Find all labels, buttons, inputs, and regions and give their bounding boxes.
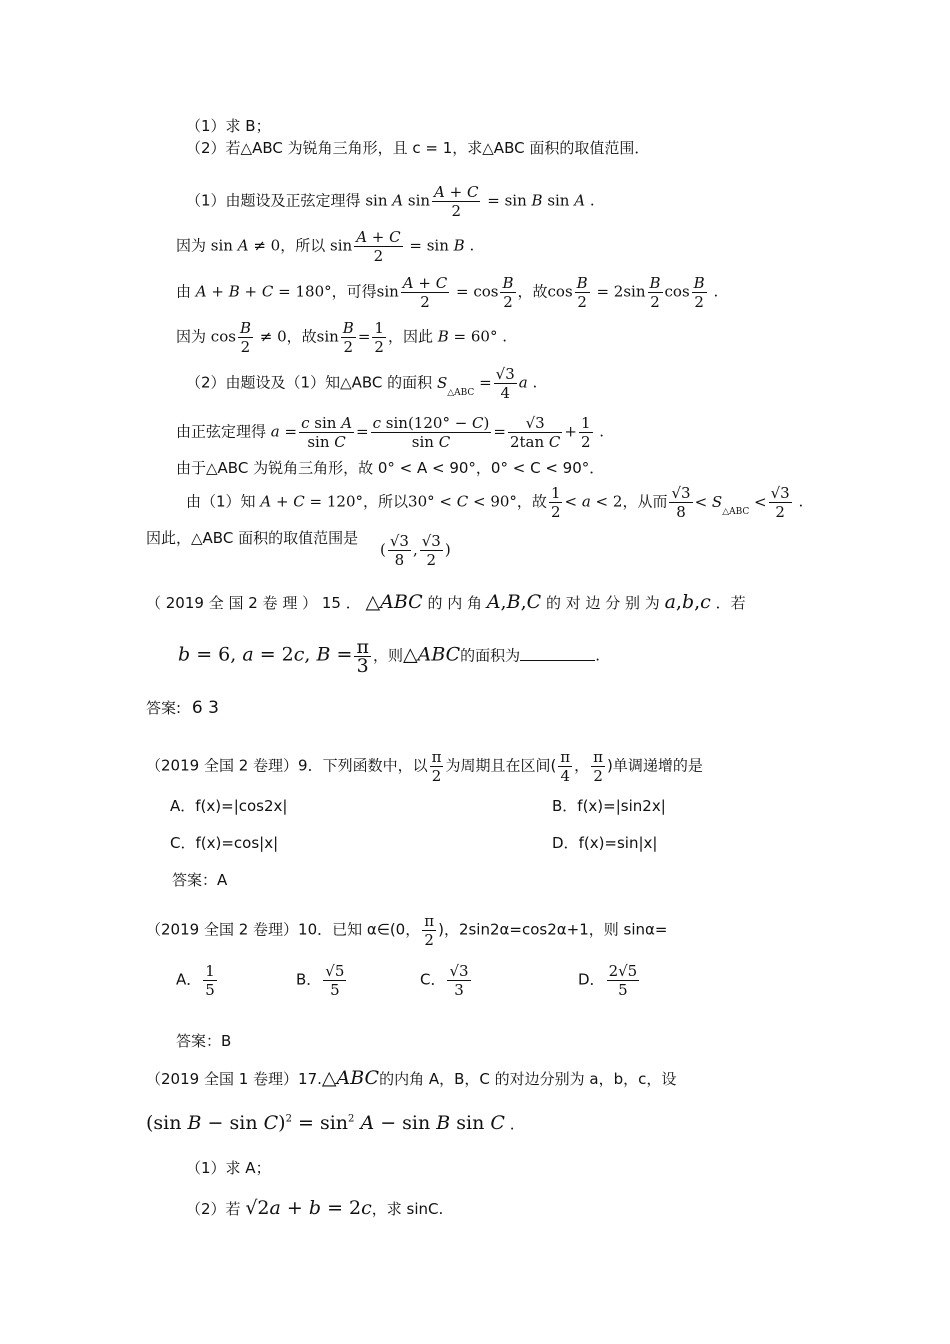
math-expr: △ABC — [365, 591, 423, 613]
q15-line-1 — [146, 592, 746, 613]
math-expr: sin — [376, 282, 399, 301]
math-expr: a,b,c — [664, 591, 711, 613]
fraction: $\frac{1}{2}$ — [374, 319, 384, 356]
question-text: 的内角 A，B，C 的对边分别为 a，b，c，设 — [379, 1070, 677, 1088]
option-label: C． — [420, 970, 446, 989]
q9-option-c — [170, 832, 278, 853]
solution-text: 由（1）知 — [186, 492, 256, 511]
fraction: $\frac{A + C}{2}$ — [402, 274, 448, 311]
fraction: $\frac{√3}{3}$ — [449, 962, 469, 999]
math-expr: sin — [330, 236, 353, 255]
solution-text: 因为 — [176, 327, 207, 346]
solution-line-2 — [176, 228, 474, 265]
fraction: $\frac{B}{2}$ — [342, 319, 354, 356]
math-expr: = sin B . — [404, 236, 475, 255]
q17-part-2 — [186, 1198, 443, 1219]
solution-text: ，故 — [517, 282, 548, 301]
fraction: $\frac{\text{c sin(120° − C)}}{\text{sin C}}$ — [372, 414, 490, 451]
option-label: A． — [176, 970, 202, 989]
solution-line-3: 由 A + B + C = 180°，可得sin $\frac{A + C}{2}$ = cos $\frac{B}{2}$ ，故cos $\frac{B}{2}$ = 2sin $\frac{B}{2}$ cos $\frac{B}{2}$ . — [176, 274, 719, 311]
range-result: ( $\frac{√3}{8}$ , $\frac{√3}{2}$ ) — [380, 532, 451, 569]
math-expr: sin A sin — [365, 191, 431, 210]
q9-answer: 答案：A — [172, 871, 228, 889]
q17-line-2: (sin $B - \sin C)^2 = \sin^2 A - \sin B$ sin C . — [146, 1112, 515, 1135]
fraction: $\frac{1}{2}$ — [550, 484, 561, 521]
solution-line-1 — [186, 183, 595, 220]
q10-option-c — [420, 962, 473, 999]
question-header: （ 2019 全 国 2 卷 理 ） 15 ． — [146, 594, 361, 612]
option-label: B． — [296, 970, 322, 989]
q10-option-a — [176, 962, 219, 999]
option-text: f(x)=|sin2x| — [577, 797, 666, 815]
fraction: $\frac{√3}{\text{2tan C}}$ — [509, 414, 561, 451]
solution-text: （1）由题设及正弦定理得 — [186, 191, 361, 210]
math-expr: (sin $B - \sin C)^2 = \sin^2 A - \sin B$ sin C — [146, 1112, 505, 1135]
math-expr: sin — [316, 327, 339, 346]
fraction: $\frac{B}{2}$ — [693, 274, 705, 311]
fraction: $\frac{√5}{5}$ — [325, 962, 345, 999]
solution-line-9: 因此，△ABC 面积的取值范围是 — [146, 529, 359, 547]
question-text: 的 对 边 分 别 为 — [545, 594, 660, 612]
question-header: （2019 全国 1 卷理）17. — [146, 1070, 322, 1088]
fraction: $\frac{\pi}{2}$ — [593, 748, 604, 785]
solution-line-7: 由于△ABC 为锐角三角形，故 0° < A < 90°，0° < C < 90°． — [176, 459, 605, 477]
q9-line — [146, 748, 703, 785]
q10-option-d — [578, 962, 641, 999]
math-expr: = cos — [451, 282, 499, 301]
fraction: $\frac{\pi}{2}$ — [424, 912, 435, 949]
math-expr: < $S_{\triangle ABC}$ < — [694, 492, 767, 517]
fraction: $\frac{\text{c sin A}}{\text{sin C}}$ — [301, 414, 353, 451]
question-text: 的 内 角 — [427, 594, 483, 612]
math-expr: B = 60° . — [437, 327, 508, 346]
fraction: $\frac{\pi}{4}$ — [560, 748, 571, 785]
solution-text: ，因此 — [387, 327, 433, 346]
q15-answer — [146, 698, 219, 718]
fraction: $\frac{√3}{8}$ — [389, 532, 409, 569]
fraction: $\frac{B}{2}$ — [649, 274, 661, 311]
question-text: )，2sin2α=cos2α+1，则 sinα= — [438, 920, 668, 939]
q17-part-1: （1）求 A； — [186, 1159, 271, 1177]
question-text: ．若 — [715, 594, 746, 612]
option-label: C． — [170, 834, 196, 852]
fraction: $\frac{1}{2}$ — [580, 414, 591, 451]
q10-line — [146, 912, 667, 949]
q15-line-2: b = 6, a = 2c, B = $\frac{\pi}{3}$ ，则△ABC的面积为 . — [178, 636, 600, 677]
question-text: )单调递增的是 — [607, 756, 703, 775]
answer-value: 6 3 — [191, 698, 219, 718]
solution-text: ，可得 — [331, 282, 377, 301]
math-expr: A,B,C — [486, 591, 542, 613]
question-text: 的面积为 — [460, 646, 521, 665]
fraction: $\frac{1}{5}$ — [205, 962, 215, 999]
solution-text: ，故 — [286, 327, 317, 346]
option-text: f(x)=|cos2x| — [195, 797, 288, 815]
question-header: （2019 全国 2 卷理）10．已知 α∈(0， — [146, 920, 421, 939]
option-label: A． — [170, 797, 196, 815]
fraction: $\frac{A + C}{2}$ — [356, 228, 401, 265]
solution-text: ，所以 — [363, 492, 409, 511]
math-expr: A + C = 120° — [260, 492, 364, 511]
solution-text: ，故 — [516, 492, 547, 511]
solution-text: （2）由题设及（1）知△ABC 的面积 — [186, 373, 433, 392]
math-expr: ≠ 0 — [254, 327, 287, 346]
question-part-2: （2）若△ABC 为锐角三角形，且 c = 1，求△ABC 面积的取值范围． — [186, 139, 650, 157]
fraction: $\frac{2√5}{5}$ — [608, 962, 638, 999]
math-expr: √2a + b = 2c — [245, 1197, 372, 1219]
fraction: $\frac{\pi}{3}$ — [356, 636, 369, 677]
question-text: ， — [574, 756, 590, 775]
math-expr: = sin B sin A . — [482, 191, 595, 210]
solution-line-8: 由（1）知 A + C = 120°，所以30° < C < 90°，故 $\frac{1}{2}$ < a < 2，从而 $\frac{√3}{8}$ < $S_{\triangle ABC}$ < $\frac{√3}{2}$ . — [186, 484, 804, 521]
option-label: B． — [552, 797, 578, 815]
fraction: $\frac{√3}{8}$ — [671, 484, 691, 521]
solution-line-6: 由正弦定理得 a = $\frac{\text{c sin A}}{\text{sin C}}$ = $\frac{\text{c sin(120° − C)}}{\text{sin C}}$ = $\frac{√3}{\text{2tan C}}$ + $\frac{1}{2}$ . — [176, 414, 605, 451]
q10-option-b — [296, 962, 348, 999]
math-expr: cos — [664, 282, 690, 301]
option-label: D． — [552, 834, 579, 852]
question-text: （2）若 — [186, 1200, 241, 1218]
math-expr: $S_{\triangle ABC}$ — [436, 373, 475, 398]
solution-line-4: 因为 cos $\frac{B}{2}$ ≠ 0，故sin $\frac{B}{2}$ = $\frac{1}{2}$ ，因此 B = 60° . — [176, 319, 508, 356]
math-expr: △ABC — [321, 1067, 380, 1089]
fraction: $\frac{B}{2}$ — [576, 274, 588, 311]
q9-option-b — [552, 795, 666, 816]
solution-text: 由 — [176, 282, 192, 301]
q17-line-1 — [146, 1068, 676, 1089]
solution-text: ，从而 — [622, 492, 668, 511]
math-expr: A + B + C = 180° — [195, 282, 332, 301]
question-text: 为周期且在区间( — [445, 756, 557, 775]
math-expr: 30° < C < 90° — [408, 492, 517, 511]
fraction: $\frac{√3}{2}$ — [770, 484, 790, 521]
math-expr: a = — [270, 422, 298, 441]
question-part-1: （1）求 B； — [186, 117, 271, 135]
fraction: $\frac{√3}{4}$ — [495, 365, 515, 402]
question-header: （2019 全国 2 卷理）9．下列函数中，以 — [146, 756, 428, 775]
option-label: D． — [578, 970, 605, 989]
solution-line-5: （2）由题设及（1）知△ABC 的面积 $S_{\triangle ABC}$ = $\frac{√3}{4}$ a . — [186, 365, 538, 402]
answer-label: 答案: — [146, 699, 182, 717]
math-expr: △ABC — [402, 643, 461, 666]
answer-blank — [520, 646, 595, 661]
fraction: $\frac{A + C}{2}$ — [434, 183, 479, 220]
math-expr: = 2sin — [591, 282, 646, 301]
fraction: $\frac{B}{2}$ — [239, 319, 251, 356]
fraction: $\frac{√3}{2}$ — [421, 532, 441, 569]
solution-text: 由正弦定理得 — [176, 422, 267, 441]
option-text: f(x)=cos|x| — [195, 834, 279, 852]
math-expr: b = 6, a = 2c, B = — [178, 643, 353, 666]
q9-option-a — [170, 795, 287, 816]
q10-answer: 答案：B — [176, 1032, 232, 1050]
question-text: ，求 sinC. — [371, 1200, 444, 1218]
math-expr: cos — [547, 282, 573, 301]
math-expr: sin A ≠ 0 — [210, 236, 281, 255]
solution-text: ，所以 — [280, 236, 326, 255]
math-expr: cos — [210, 327, 236, 346]
solution-text: 因为 — [176, 236, 207, 255]
fraction: $\frac{B}{2}$ — [502, 274, 514, 311]
option-text: f(x)=sin|x| — [578, 834, 658, 852]
math-expr: < a < 2 — [564, 492, 623, 511]
question-text: ，则 — [372, 646, 403, 665]
q9-option-d — [552, 832, 657, 853]
fraction: $\frac{\pi}{2}$ — [431, 748, 442, 785]
